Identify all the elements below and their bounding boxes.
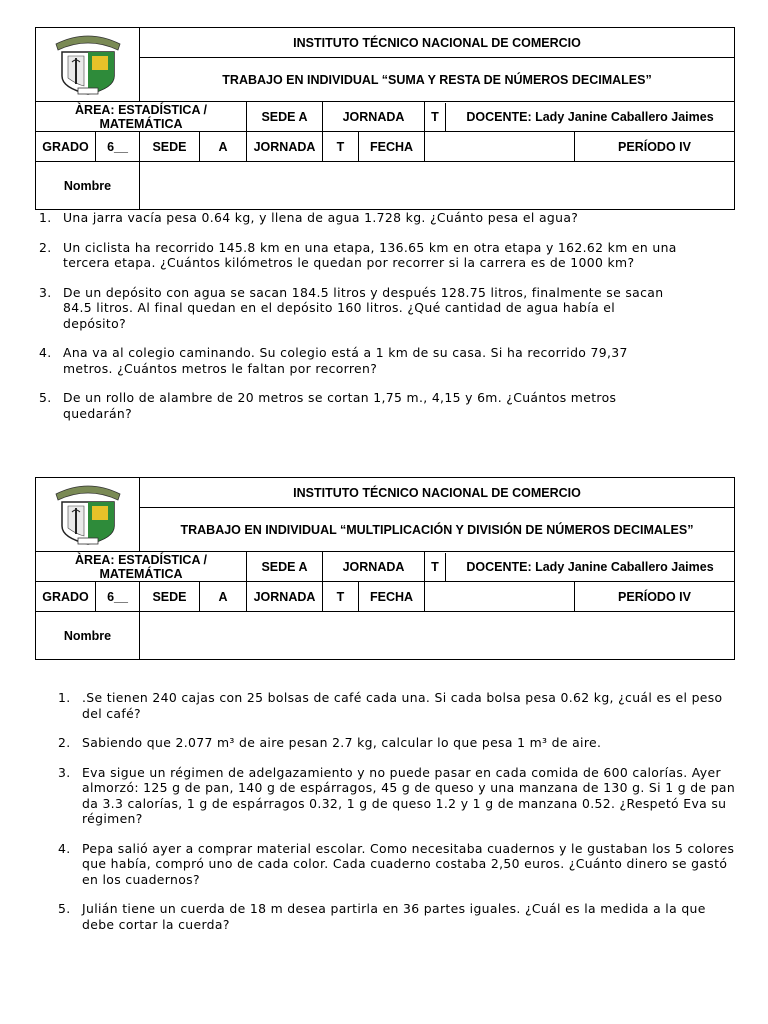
docente-name: DOCENTE: Lady Janine Caballero Jaimes bbox=[466, 559, 714, 574]
institute-name: INSTITUTO TÉCNICO NACIONAL DE COMERCIO bbox=[140, 28, 735, 58]
header-table-sheet-1 bbox=[35, 27, 735, 210]
question-text: .Se tienen 240 cajas con 25 bolsas de café cada una. Si cada bolsa pesa 0.62 kg, ¿cuál es el peso del café? bbox=[82, 690, 723, 721]
jornada-label: JORNADA bbox=[323, 102, 425, 132]
school-crest-icon bbox=[48, 480, 128, 546]
jornada-label: JORNADA bbox=[247, 582, 323, 612]
question-item: 2. Un ciclista ha recorrido 145.8 km en una etapa, 136.65 km en otra etapa y 162.62 km en una tercera etapa. ¿Cuántos kilómetros le quedan por recorrer si la carrera es de 1000 km? bbox=[39, 239, 677, 270]
question-item: 4. Pepa salió ayer a comprar material escolar. Como necesitaba cuadernos y le gustaban los 5 colores que había, compró uno de cada color. Cada cuaderno costaba 2,50 euros. ¿Cuánto dinero se gastó en los cuadernos? bbox=[58, 840, 735, 887]
docente-name: DOCENTE: Lady Janine Caballero Jaimes bbox=[466, 109, 714, 124]
question-item: 1. Una jarra vacía pesa 0.64 kg, y llena de agua 1.728 kg. ¿Cuánto pesa el agua? bbox=[39, 210, 579, 225]
sede-value: A bbox=[200, 582, 247, 612]
grado-value: 6__ bbox=[96, 582, 140, 612]
grado-label: GRADO bbox=[36, 132, 96, 162]
question-item: 3. Eva sigue un régimen de adelgazamiento y no puede pasar en cada comida de 600 calorías. Ayer almorzó: 125 g de pan, 140 g de espárragos, 45 g de queso y una manzana de 130 g. Si 1 g de pan da 3.3 calorías, 1 g de espárragos 0.32, 1 g de queso 1.2 y 1 g de manzana 0.52. ¿Respetó Eva su régimen? bbox=[58, 764, 736, 826]
jornada-label: JORNADA bbox=[247, 132, 323, 162]
area-label: ÀREA: ESTADÍSTICA / MATEMÁTICA bbox=[36, 552, 247, 582]
school-crest-icon bbox=[48, 30, 128, 96]
question-text: Un ciclista ha recorrido 145.8 km en una etapa, 136.65 km en otra etapa y 162.62 km en una tercera etapa. ¿Cuántos kilómetros le quedan por recorrer si la carrera es de 1000 km? bbox=[63, 239, 677, 270]
question-item: 2. Sabiendo que 2.077 m³ de aire pesan 2.7 kg, calcular lo que pesa 1 m³ de aire. bbox=[58, 735, 602, 750]
fecha-field[interactable] bbox=[425, 132, 575, 162]
question-item: 5. Julián tiene un cuerda de 18 m desea partirla en 36 partes iguales. ¿Cuál es la medida a la que debe cortar la cuerda? bbox=[58, 901, 706, 932]
fecha-label: FECHA bbox=[359, 132, 425, 162]
jornada-label: JORNADA bbox=[323, 552, 425, 582]
area-label: ÀREA: ESTADÍSTICA / MATEMÁTICA bbox=[36, 102, 247, 132]
jornada-value: T bbox=[425, 103, 446, 131]
question-list-sheet-1 bbox=[39, 210, 679, 421]
jornada-value: T bbox=[323, 582, 359, 612]
question-text: De un depósito con agua se sacan 184.5 litros y después 128.75 litros, finalmente se sacan 84.5 litros. Al final quedan en el depósito 160 litros. ¿Qué cantidad de agua había el depósito? bbox=[63, 284, 664, 331]
question-text: Eva sigue un régimen de adelgazamiento y no puede pasar en cada comida de 600 calorías. Ayer almorzó: 125 g de pan, 140 g de espárragos, 45 g de queso y una manzana de 130 g. Si 1 g de pan da 3.3 calorías, 1 g de espárragos 0.32, 1 g de queso 1.2 y 1 g de manzana 0.52. ¿Respetó Eva su régimen? bbox=[82, 764, 736, 826]
sede-label: SEDE A bbox=[247, 552, 323, 582]
question-item: 1. .Se tienen 240 cajas con 25 bolsas de café cada una. Si cada bolsa pesa 0.62 kg, ¿cuál es el peso del café? bbox=[58, 690, 723, 721]
school-crest bbox=[36, 28, 140, 102]
nombre-field[interactable] bbox=[140, 162, 735, 210]
question-item: 4. Ana va al colegio caminando. Su colegio está a 1 km de su casa. Si ha recorrido 79,37 metros. ¿Cuántos metros le faltan por recorren? bbox=[39, 345, 628, 376]
periodo-label: PERÍODO IV bbox=[575, 132, 735, 162]
question-list-sheet-2 bbox=[58, 690, 736, 932]
school-crest bbox=[36, 478, 140, 552]
docente-label bbox=[425, 102, 735, 132]
question-text: De un rollo de alambre de 20 metros se cortan 1,75 m., 4,15 y 6m. ¿Cuántos metros quedarán? bbox=[63, 390, 617, 421]
nombre-label: Nombre bbox=[36, 162, 140, 210]
periodo-label: PERÍODO IV bbox=[575, 582, 735, 612]
question-item: 5. De un rollo de alambre de 20 metros se cortan 1,75 m., 4,15 y 6m. ¿Cuántos metros quedarán? bbox=[39, 390, 617, 421]
sede-value: A bbox=[200, 132, 247, 162]
sede-label: SEDE bbox=[140, 132, 200, 162]
grado-value: 6__ bbox=[96, 132, 140, 162]
question-text: Pepa salió ayer a comprar material escolar. Como necesitaba cuadernos y le gustaban los 5 colores que había, compró uno de cada color. Cada cuaderno costaba 2,50 euros. ¿Cuánto dinero se gastó en los cuadernos? bbox=[82, 840, 735, 887]
question-text: Ana va al colegio caminando. Su colegio está a 1 km de su casa. Si ha recorrido 79,37 metros. ¿Cuántos metros le faltan por recorren? bbox=[63, 345, 628, 376]
sede-label: SEDE bbox=[140, 582, 200, 612]
header-table-sheet-2 bbox=[35, 477, 735, 660]
nombre-field[interactable] bbox=[140, 612, 735, 660]
grado-label: GRADO bbox=[36, 582, 96, 612]
assignment-title: TRABAJO EN INDIVIDUAL “SUMA Y RESTA DE NÚMEROS DECIMALES” bbox=[140, 58, 735, 102]
sede-label: SEDE A bbox=[247, 102, 323, 132]
question-text: Una jarra vacía pesa 0.64 kg, y llena de agua 1.728 kg. ¿Cuánto pesa el agua? bbox=[63, 210, 579, 225]
question-text: Julián tiene un cuerda de 18 m desea partirla en 36 partes iguales. ¿Cuál es la medida a la que debe cortar la cuerda? bbox=[82, 901, 706, 932]
jornada-value: T bbox=[323, 132, 359, 162]
assignment-title: TRABAJO EN INDIVIDUAL “MULTIPLICACIÓN Y DIVISIÓN DE NÚMEROS DECIMALES” bbox=[140, 508, 735, 552]
question-item: 3. De un depósito con agua se sacan 184.5 litros y después 128.75 litros, finalmente se sacan 84.5 litros. Al final quedan en el depósito 160 litros. ¿Qué cantidad de agua había el depósito? bbox=[39, 284, 664, 331]
question-text: Sabiendo que 2.077 m³ de aire pesan 2.7 kg, calcular lo que pesa 1 m³ de aire. bbox=[82, 735, 602, 750]
nombre-label: Nombre bbox=[36, 612, 140, 660]
docente-label bbox=[425, 552, 735, 582]
fecha-label: FECHA bbox=[359, 582, 425, 612]
institute-name: INSTITUTO TÉCNICO NACIONAL DE COMERCIO bbox=[140, 478, 735, 508]
fecha-field[interactable] bbox=[425, 582, 575, 612]
jornada-value: T bbox=[425, 553, 446, 581]
